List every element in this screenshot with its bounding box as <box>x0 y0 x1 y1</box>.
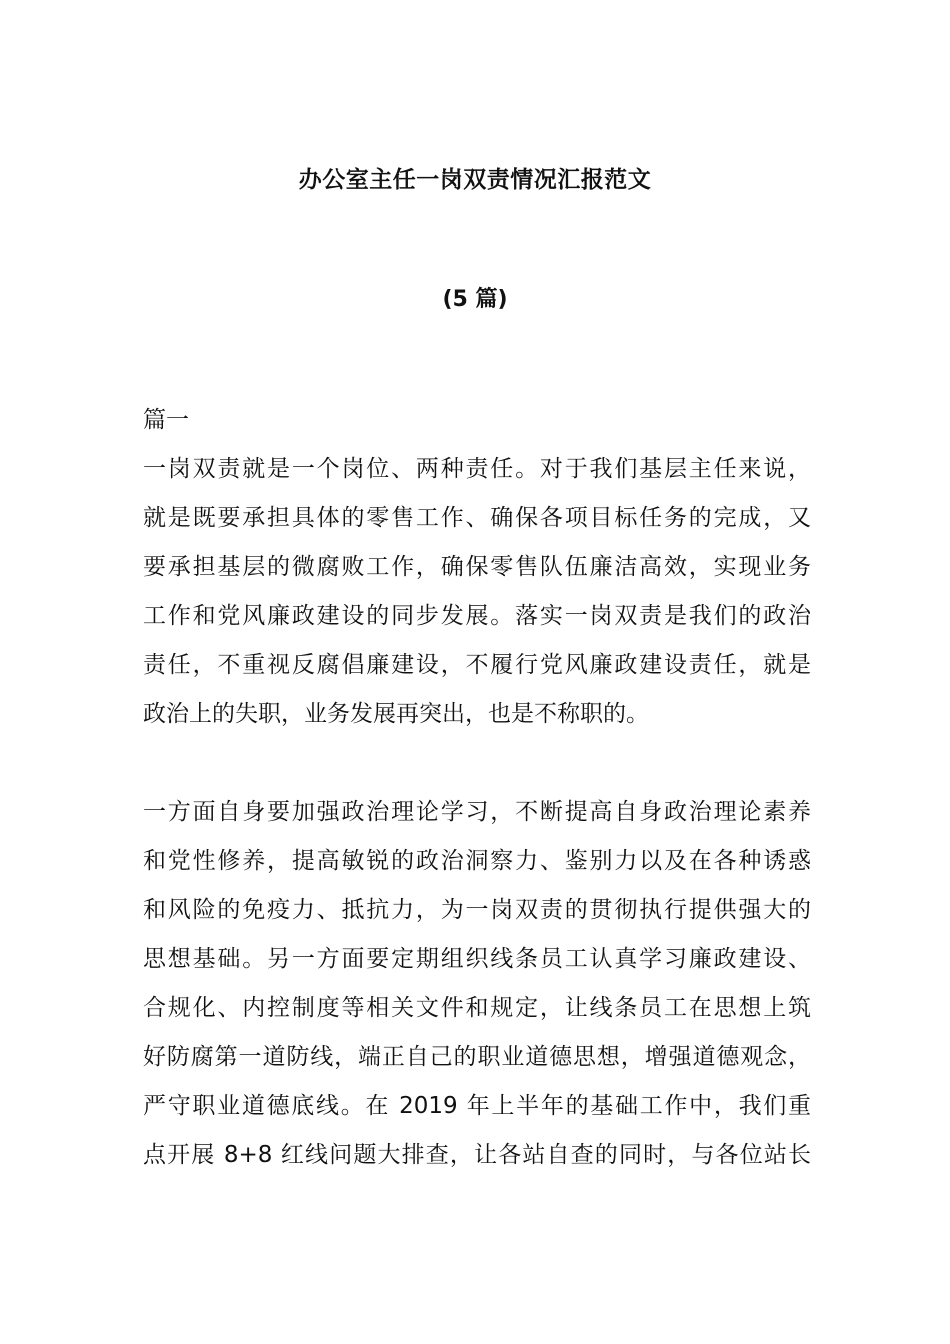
paragraph-line: 一方面自身要加强政治理论学习，不断提高自身政治理论素养 <box>143 799 811 825</box>
paragraph-line: 要承担基层的微腐败工作，确保零售队伍廉洁高效，实现业务 <box>143 554 811 580</box>
document-title: 办公室主任一岗双责情况汇报范文 <box>298 167 652 193</box>
paragraph-2 <box>143 792 811 1184</box>
paragraph-line: 就是既要承担具体的零售工作、确保各项目标任务的完成，又 <box>143 505 811 531</box>
paragraph-gap <box>143 743 811 792</box>
paragraph-line: 政治上的失职，业务发展再突出，也是不称职的。 <box>143 701 649 727</box>
document-body <box>143 400 811 1184</box>
paragraph-line: 和党性修养，提高敏锐的政治洞察力、鉴别力以及在各种诱惑 <box>143 848 811 874</box>
paragraph-line: 一岗双责就是一个岗位、两种责任。对于我们基层主任来说， <box>143 456 811 482</box>
document-subtitle: (5 篇) <box>442 287 508 312</box>
paragraph-line: 好防腐第一道防线，端正自己的职业道德思想，增强道德观念， <box>143 1044 811 1070</box>
paragraph-1 <box>143 449 811 743</box>
paragraph-line: 思想基础。另一方面要定期组织线条员工认真学习廉政建设、 <box>143 946 811 972</box>
paragraph-line: 合规化、内控制度等相关文件和规定，让线条员工在思想上筑 <box>143 995 811 1021</box>
section-label: 篇一 <box>143 407 189 433</box>
paragraph-line: 点开展 8+8 红线问题大排查，让各站自查的同时，与各位站长 <box>143 1142 811 1168</box>
paragraph-line: 和风险的免疫力、抵抗力，为一岗双责的贯彻执行提供强大的 <box>143 897 811 923</box>
paragraph-line: 工作和党风廉政建设的同步发展。落实一岗双责是我们的政治 <box>143 603 811 629</box>
paragraph-line: 责任，不重视反腐倡廉建设，不履行党风廉政建设责任，就是 <box>143 652 811 678</box>
paragraph-line: 严守职业道德底线。在 2019 年上半年的基础工作中，我们重 <box>143 1093 811 1119</box>
